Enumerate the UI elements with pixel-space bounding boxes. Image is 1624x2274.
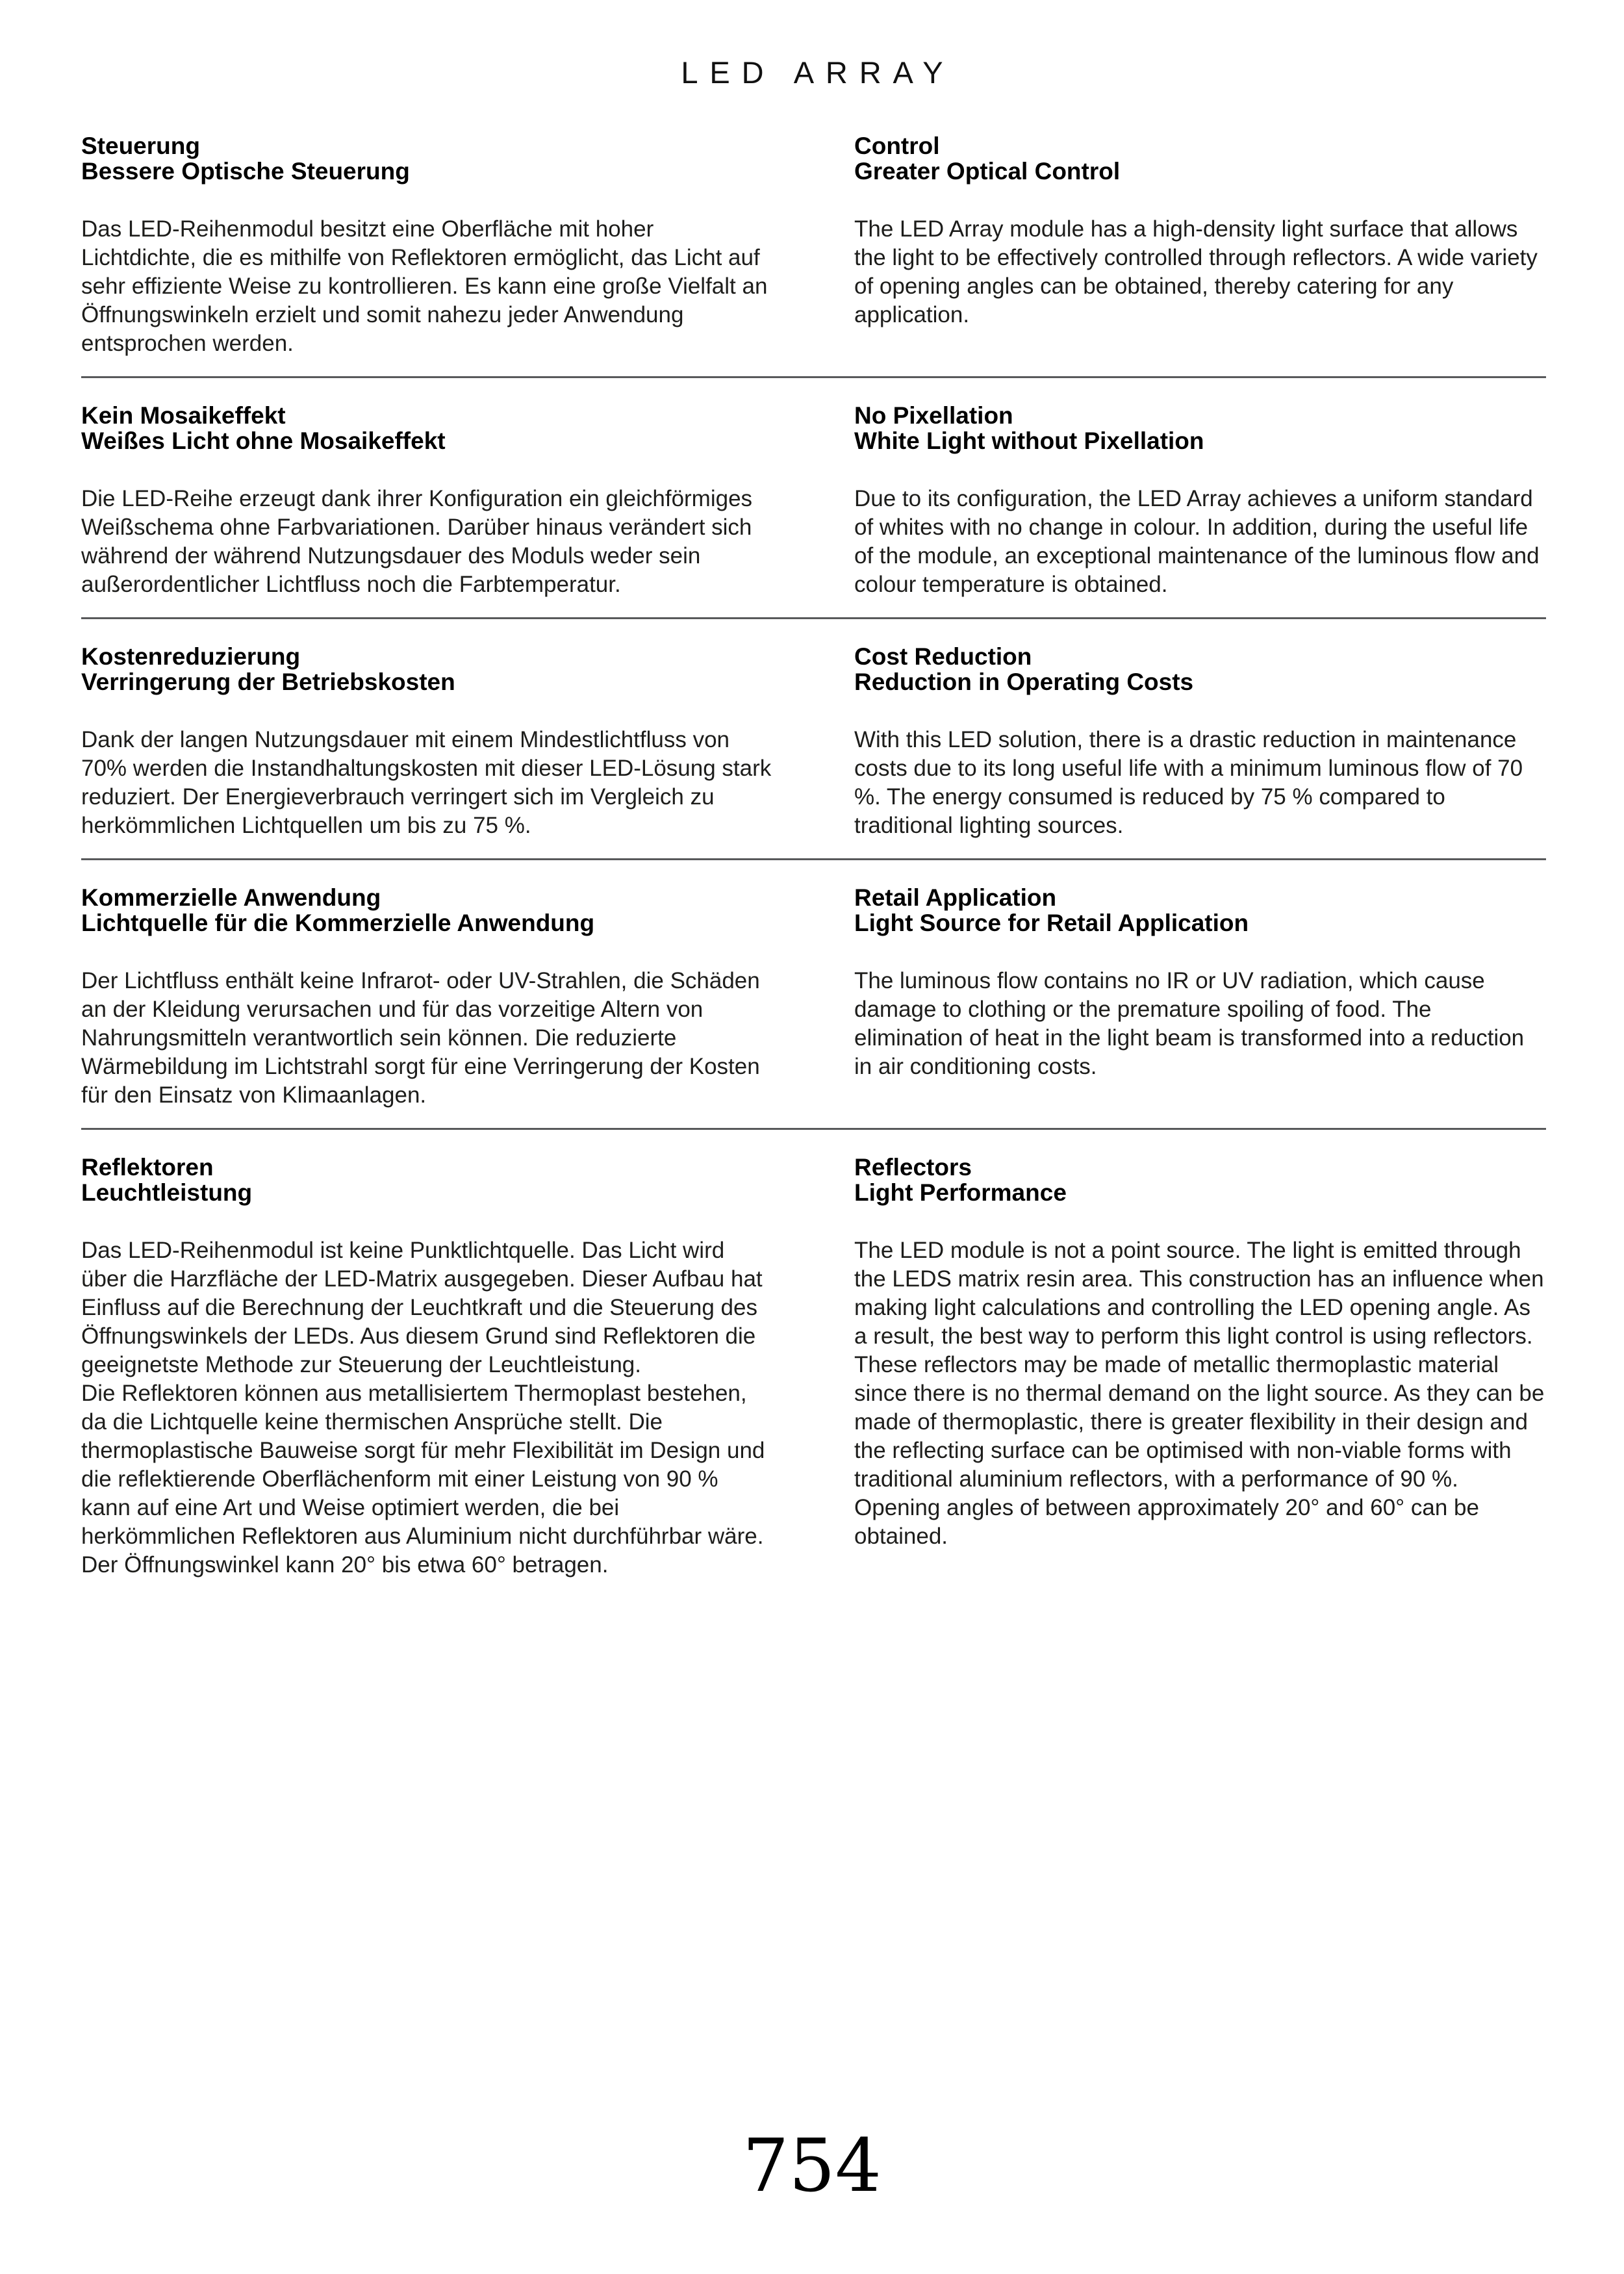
section-heading-line1: No Pixellation <box>854 402 1013 429</box>
section-heading-line1: Kommerzielle Anwendung <box>81 884 381 911</box>
section-heading-line1: Reflectors <box>854 1154 972 1181</box>
section-cost-reduction-en <box>854 644 1546 840</box>
section-body-de <box>81 201 773 358</box>
section-cost-reduction-de <box>81 644 773 840</box>
section-heading-line2: Greater Optical Control <box>854 158 1121 185</box>
section-body-en <box>854 1222 1546 1551</box>
section-heading-line2: Verringerung der Betriebskosten <box>81 669 455 695</box>
section-retail-application-en <box>854 885 1546 1110</box>
paragraph: The LED module is not a point source. The light is emitted through the LEDS matrix resin area. This construction has an influence when making light calculations and controlling the LED opening angle. As a result, the best way to perform this light control is using reflectors. <box>854 1238 1544 1349</box>
section-heading-line1: Reflektoren <box>81 1154 214 1181</box>
section-body-de <box>81 952 773 1110</box>
section-heading-en <box>854 1155 1546 1205</box>
paragraph: Opening angles of between approximately 20° and 60° can be obtained. <box>854 1495 1479 1549</box>
section-body-en <box>854 952 1546 1081</box>
section-control-de <box>81 133 773 358</box>
section-divider <box>81 858 1546 860</box>
section-heading-line1: Steuerung <box>81 133 200 159</box>
section-heading-de <box>81 1155 773 1205</box>
section-heading-line2: Lichtquelle für die Kommerzielle Anwendung <box>81 910 595 936</box>
section-divider <box>81 617 1546 619</box>
section-no-pixellation <box>81 403 1546 599</box>
section-heading-line2: Bessere Optische Steuerung <box>81 158 410 185</box>
section-reflectors-en <box>854 1155 1546 1579</box>
section-heading-en <box>854 885 1546 936</box>
paragraph: With this LED solution, there is a drastic reduction in maintenance costs due to its long useful life with a minimum luminous flow of 70 %. The energy consumed is reduced by 75 % compared to traditional lighting sources. <box>854 727 1523 838</box>
section-divider <box>81 1128 1546 1130</box>
paragraph: Die LED-Reihe erzeugt dank ihrer Konfiguration ein gleichförmiges Weißschema ohne Farbvariationen. Darüber hinaus verändert sich während der während Nutzungsdauer des Moduls weder sein außerordentlicher Lichtfluss noch die Farbtemperatur. <box>81 486 753 597</box>
section-heading-line2: Light Performance <box>854 1179 1067 1206</box>
section-heading-de <box>81 885 773 936</box>
section-no-pixellation-en <box>854 403 1546 599</box>
paragraph: Der Lichtfluss enthält keine Infrarot- oder UV-Strahlen, die Schäden an der Kleidung verursachen und für das vorzeitige Altern von Nahrungsmitteln verantwortlich sein können. Die reduzierte Wärmebildung im Lichtstrahl sorgt für eine Verringerung der Kosten für den Einsatz von Klimaanlagen. <box>81 968 760 1108</box>
paragraph: Due to its configuration, the LED Array achieves a uniform standard of whites with no change in colour. In addition, during the useful life of the module, an exceptional maintenance of the luminous flow and colour temperature is obtained. <box>854 486 1540 597</box>
paragraph: The LED Array module has a high-density light surface that allows the light to be effectively controlled through reflectors. A wide variety of opening angles can be obtained, thereby catering for any application. <box>854 216 1538 327</box>
paragraph: Die Reflektoren können aus metallisiertem Thermoplast bestehen, da die Lichtquelle keine thermischen Ansprüche stellt. Die thermoplastische Bauweise sorgt für mehr Flexibilität im Design und die reflektierende Oberflächenform mit einer Leistung von 90 % kann auf eine Art und Weise optimiert werden, die bei herkömmlichen Reflektoren aus Aluminium nicht durchführbar wäre. <box>81 1381 765 1549</box>
section-heading-en <box>854 644 1546 695</box>
section-heading-line1: Retail Application <box>854 884 1057 911</box>
section-divider <box>81 376 1546 378</box>
section-heading-en <box>854 133 1546 184</box>
section-control-en <box>854 133 1546 358</box>
section-body-de <box>81 711 773 840</box>
paragraph: Das LED-Reihenmodul ist keine Punktlichtquelle. Das Licht wird über die Harzfläche der LED-Matrix ausgegeben. Dieser Aufbau hat Einfluss auf die Berechnung der Leuchtkraft und die Steuerung des Öffnungswinkels der LEDs. Aus diesem Grund sind Reflektoren die geeignetste Methode zur Steuerung der Leuchtleistung. <box>81 1238 763 1377</box>
section-heading-de <box>81 644 773 695</box>
page-title: LED ARRAY <box>681 55 955 90</box>
paragraph: Dank der langen Nutzungsdauer mit einem Mindestlichtfluss von 70% werden die Instandhaltungskosten mit dieser LED-Lösung stark reduziert. Der Energieverbrauch verringert sich im Vergleich zu herkömmlichen Lichtquellen um bis zu 75 %. <box>81 727 772 838</box>
page-content <box>0 133 1546 1579</box>
section-heading-line2: Reduction in Operating Costs <box>854 669 1194 695</box>
section-heading-line2: Weißes Licht ohne Mosaikeffekt <box>81 428 446 454</box>
section-heading-en <box>854 403 1546 454</box>
page-number: 754 <box>742 2124 882 2208</box>
section-heading-line1: Cost Reduction <box>854 643 1032 670</box>
section-no-pixellation-de <box>81 403 773 599</box>
section-heading-line1: Kostenreduzierung <box>81 643 301 670</box>
section-body-de <box>81 470 773 599</box>
paragraph: The luminous flow contains no IR or UV radiation, which cause damage to clothing or the premature spoiling of food. The elimination of heat in the light beam is transformed into a reduction in air conditioning costs. <box>854 968 1525 1079</box>
section-heading-line1: Control <box>854 133 940 159</box>
section-heading-line2: White Light without Pixellation <box>854 428 1204 454</box>
section-body-en <box>854 711 1546 840</box>
paragraph: Der Öffnungswinkel kann 20° bis etwa 60° betragen. <box>81 1552 609 1578</box>
section-reflectors-de <box>81 1155 773 1579</box>
section-heading-line1: Kein Mosaikeffekt <box>81 402 286 429</box>
section-body-de <box>81 1222 773 1579</box>
section-body-en <box>854 470 1546 599</box>
section-heading-line2: Light Source for Retail Application <box>854 910 1249 936</box>
section-body-en <box>854 201 1546 329</box>
section-cost-reduction <box>81 644 1546 840</box>
section-control <box>81 133 1546 358</box>
section-heading-de <box>81 133 773 184</box>
section-retail-application <box>81 885 1546 1110</box>
section-reflectors <box>81 1155 1546 1579</box>
section-heading-de <box>81 403 773 454</box>
section-retail-application-de <box>81 885 773 1110</box>
paragraph: Das LED-Reihenmodul besitzt eine Oberfläche mit hoher Lichtdichte, die es mithilfe von Reflektoren ermöglicht, das Licht auf sehr effiziente Weise zu kontrollieren. Es kann eine große Vielfalt an Öffnungswinkeln erzielt und somit nahezu jeder Anwendung entsprochen werden. <box>81 216 768 356</box>
section-heading-line2: Leuchtleistung <box>81 1179 253 1206</box>
paragraph: These reflectors may be made of metallic thermoplastic material since there is no thermal demand on the light source. As they can be made of thermoplastic, there is greater flexibility in their design and the reflecting surface can be optimised with non-viable forms with traditional aluminium reflectors, with a performance of 90 %. <box>854 1352 1545 1492</box>
